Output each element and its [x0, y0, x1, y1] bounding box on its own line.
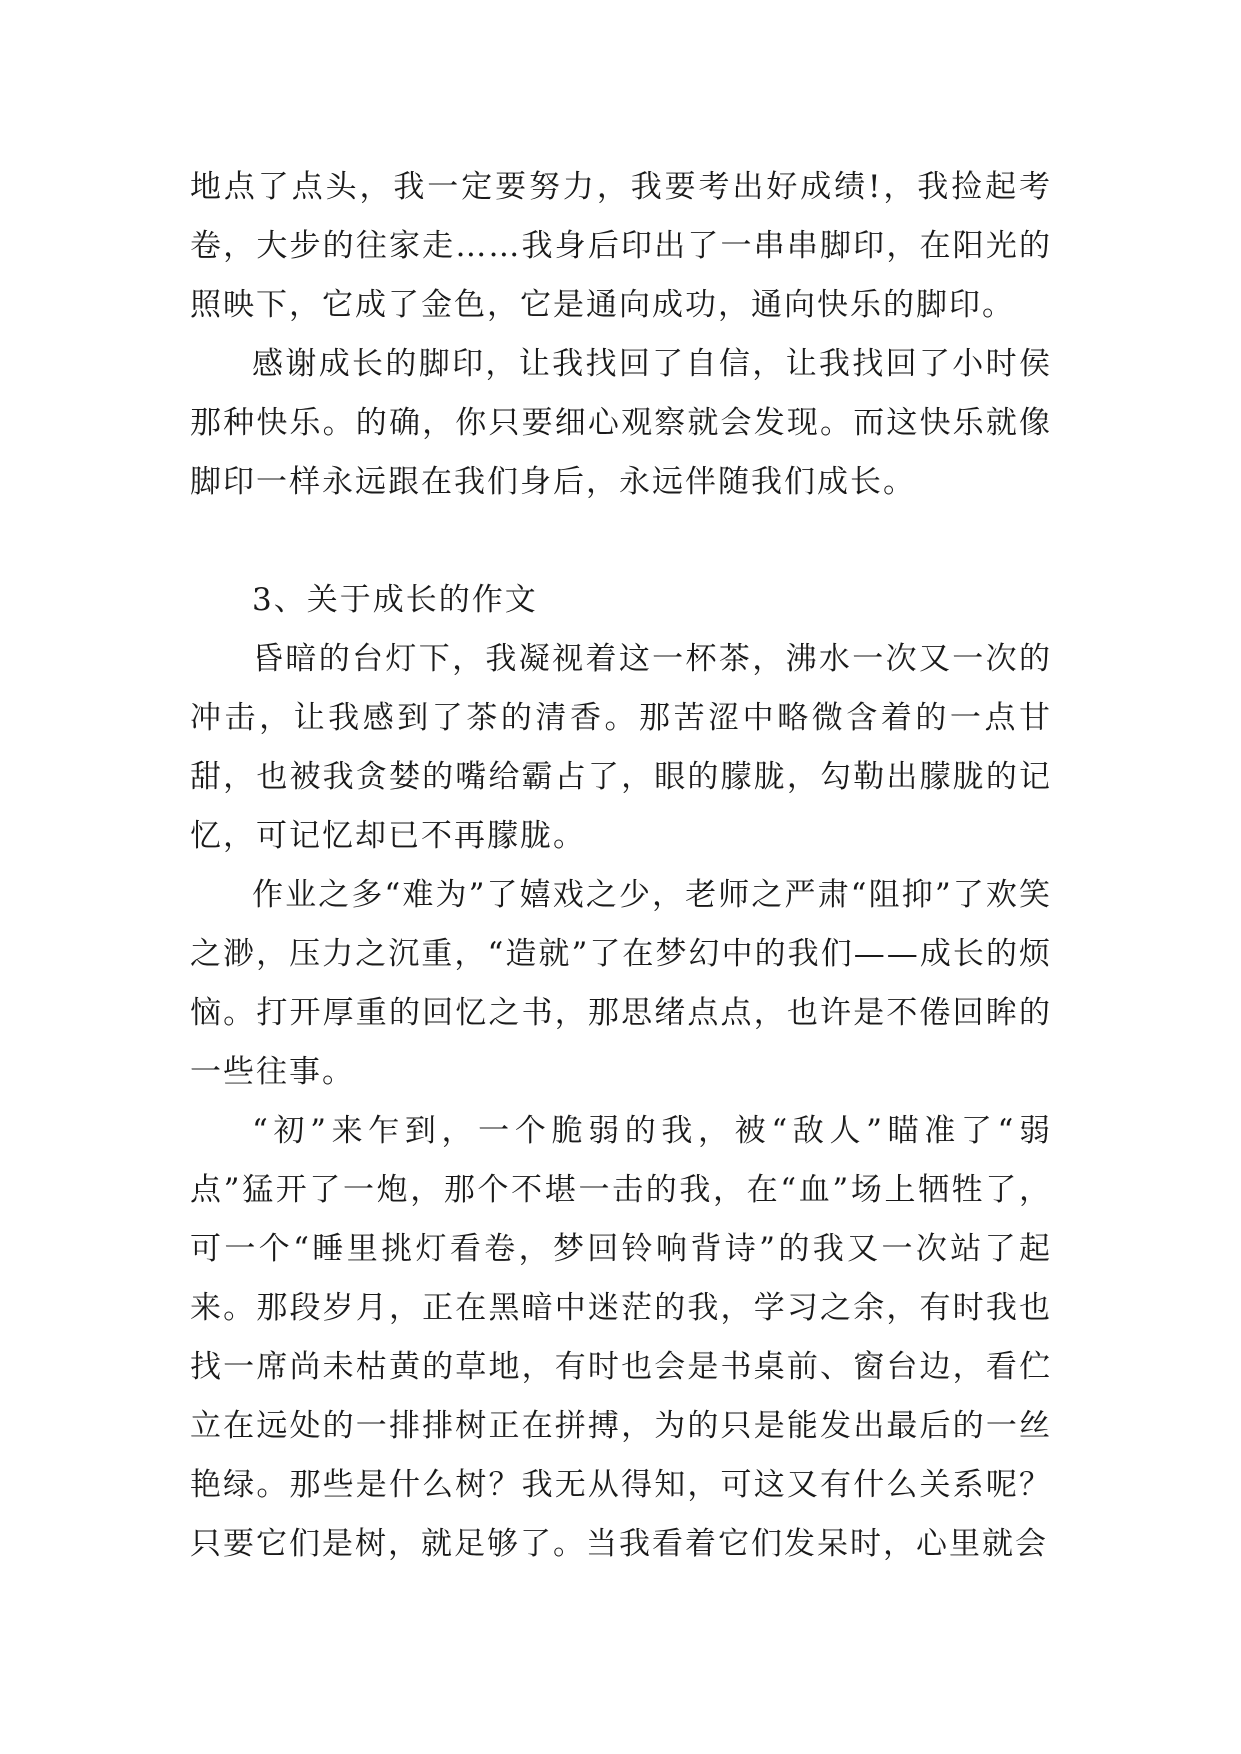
- paragraph: “初”来乍到，一个脆弱的我，被“敌人”瞄准了“弱点”猛开了一炮，那个不堪一击的我，在“血”场上牺牲了，可一个“睡里挑灯看卷，梦回铃响背诗”的我又一次站了起来。那段岁月，正在黑暗中迷茫的我，学习之余，有时我也找一席尚未枯黄的草地，有时也会是书桌前、窗台边，看伫立在远处的一排排树正在拼搏，为的只是能发出最后的一丝艳绿。那些是什么树？我无从得知，可这又有什么关系呢？只要它们是树，就足够了。当我看着它们发呆时，心里就会: [190, 1113, 1052, 1562]
- paragraph: 感谢成长的脚印，让我找回了自信，让我找回了小时侯那种快乐。的确，你只要细心观察就会发现。而这快乐就像脚印一样永远跟在我们身后，永远伴随我们成长。: [190, 346, 1052, 500]
- section-heading: 3、关于成长的作文: [252, 582, 538, 618]
- document-body: [190, 158, 1052, 1574]
- paragraph: 作业之多“难为”了嬉戏之少，老师之严肃“阻抑”了欢笑之渺，压力之沉重，“造就”了在梦幻中的我们——成长的烦恼。打开厚重的回忆之书，那思绪点点，也许是不倦回眸的一些往事。: [190, 877, 1052, 1090]
- paragraph: 昏暗的台灯下，我凝视着这一杯茶，沸水一次又一次的冲击，让我感到了茶的清香。那苦涩中略微含着的一点甘甜，也被我贪婪的嘴给霸占了，眼的朦胧，勾勒出朦胧的记忆，可记忆却已不再朦胧。: [190, 641, 1052, 854]
- paragraph-continuation: 地点了点头，我一定要努力，我要考出好成绩!，我捡起考卷，大步的往家走……我身后印出了一串串脚印，在阳光的照映下，它成了金色，它是通向成功，通向快乐的脚印。: [190, 169, 1052, 323]
